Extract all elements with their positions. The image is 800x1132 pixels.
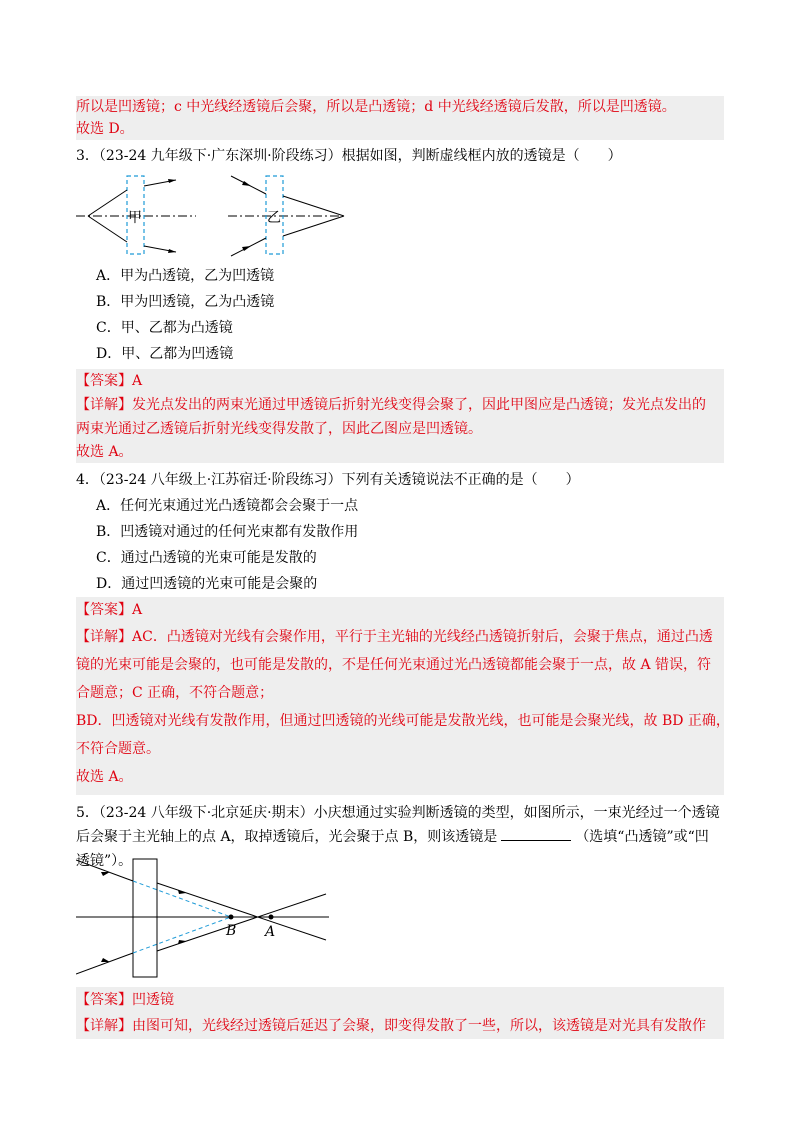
q3-ray-yi-upper-out [283,196,344,216]
q4-option-d: D．通过凹透镜的光束可能是会聚的 [96,576,318,592]
q3-arrow-3 [242,181,251,186]
q5-answer-block [76,987,724,1039]
q3-ray-jia-lower-in [88,216,127,242]
q3-option-c: C．甲、乙都为凸透镜 [96,320,233,336]
q3-arrow-2 [168,249,176,253]
q3-stem: 3．（23-24 九年级下·广东深圳·阶段练习）根据如图，判断虚线框内放的透镜是（ ） [76,148,622,164]
q5-stem-text: （选填“凸透镜”或“凹 [575,829,709,845]
q3-answer: 【答案】A [76,373,143,389]
q5-answer-blank[interactable] [501,826,571,841]
q5-ray-upper-in [76,860,133,881]
q4-detail-line: BD．凹透镜对光线有发散作用，但通过凹透镜的光线可能是发散光线，也可能是会聚光线，故 BD 正确， [76,713,730,729]
q4-answer-block [76,597,730,795]
q3-label-jia: 甲 [128,210,142,226]
q5-dashed-ray-upper [133,881,231,917]
prev-conclusion: 故选 D。 [76,121,134,137]
q5-ray-lower-in [76,953,133,974]
q3-conclusion: 故选 A。 [76,444,133,460]
q4-detail-line: 合题意；C 正确，不符合题意； [76,685,274,701]
q3-detail-line: 【详解】发光点发出的两束光通过甲透镜后折射光线变得会聚了，因此甲图应是凸透镜；发光点发出的 [76,397,706,413]
q5-point-a [269,915,274,920]
q4-answer: 【答案】A [76,602,143,618]
prev-explanation-block [76,96,724,140]
q5-answer: 【答案】凹透镜 [76,992,174,1008]
q5-point-b [229,915,234,920]
q3-detail-line: 两束光通过乙透镜后折射光线变得发散了，因此乙图应是凹透镜。 [76,421,482,437]
q5-stem-line: 透镜”）。 [76,853,133,869]
q4-option-b: B．凹透镜对通过的任何光束都有发散作用 [96,524,359,540]
q3-option-a: A．甲为凸透镜，乙为凹透镜 [96,268,275,284]
q5-detail-line: 【详解】由图可知，光线经过透镜后延迟了会聚，即变得发散了一些，所以，该透镜是对光具有发散作 [76,1018,706,1034]
q5-ray-upper-out [157,883,326,940]
q5-lens [133,859,157,977]
q3-ray-jia-upper-in [88,190,127,216]
q4-detail-line: 镜的光束可能是会聚的，也可能是发散的，不是任何光束通过光凸透镜都能会聚于一点，故 A 错误，符 [76,657,712,673]
q4-conclusion: 故选 A。 [76,769,133,785]
q3-answer-block [76,369,724,463]
q3-option-d: D．甲、乙都为凹透镜 [96,346,234,362]
q3-arrow-4 [242,246,251,251]
q5-stem-line: 5．（23-24 八年级下·北京延庆·期末）小庆想通过实验判断透镜的类型，如图所示，一束光经过一个透镜 [76,805,720,821]
q4-stem: 4．（23-24 八年级上·江苏宿迁·阶段练习）下列有关透镜说法不正确的是（ ） [76,472,580,488]
prev-explanation-line: 所以是凹透镜；c 中光线经透镜后会聚，所以是凸透镜；d 中光线经透镜后发散，所以是凹透镜。 [76,99,676,115]
q3-arrow-1 [168,179,176,183]
q5-figure [76,856,336,984]
q5-ray-lower-out [157,894,326,951]
q5-dashed-ray-lower [133,917,231,953]
q4-option-c: C．通过凸透镜的光束可能是发散的 [96,550,317,566]
q4-option-a: A．任何光束通过光凸透镜都会会聚于一点 [96,498,359,514]
q5-label-a: A [265,924,276,940]
q3-option-b: B．甲为凹透镜，乙为凸透镜 [96,294,275,310]
q5-stem-text: 后会聚于主光轴上的点 A，取掉透镜后，光会聚于点 B，则该透镜是 [76,829,498,845]
q5-arrow-upper [101,872,110,876]
q3-figure [76,172,366,262]
q4-detail-line: 不符合题意。 [76,741,160,757]
q5-stem-line-2 [76,826,709,848]
q3-label-yi: 乙 [267,210,281,226]
q4-detail-line: 【详解】AC．凸透镜对光线有会聚作用，平行于主光轴的光线经凸透镜折射后，会聚于焦点，通过凸透 [76,629,713,645]
q5-label-b: B [226,923,237,939]
q3-ray-yi-lower-out [283,216,344,236]
q5-arrow-lower [101,958,110,962]
